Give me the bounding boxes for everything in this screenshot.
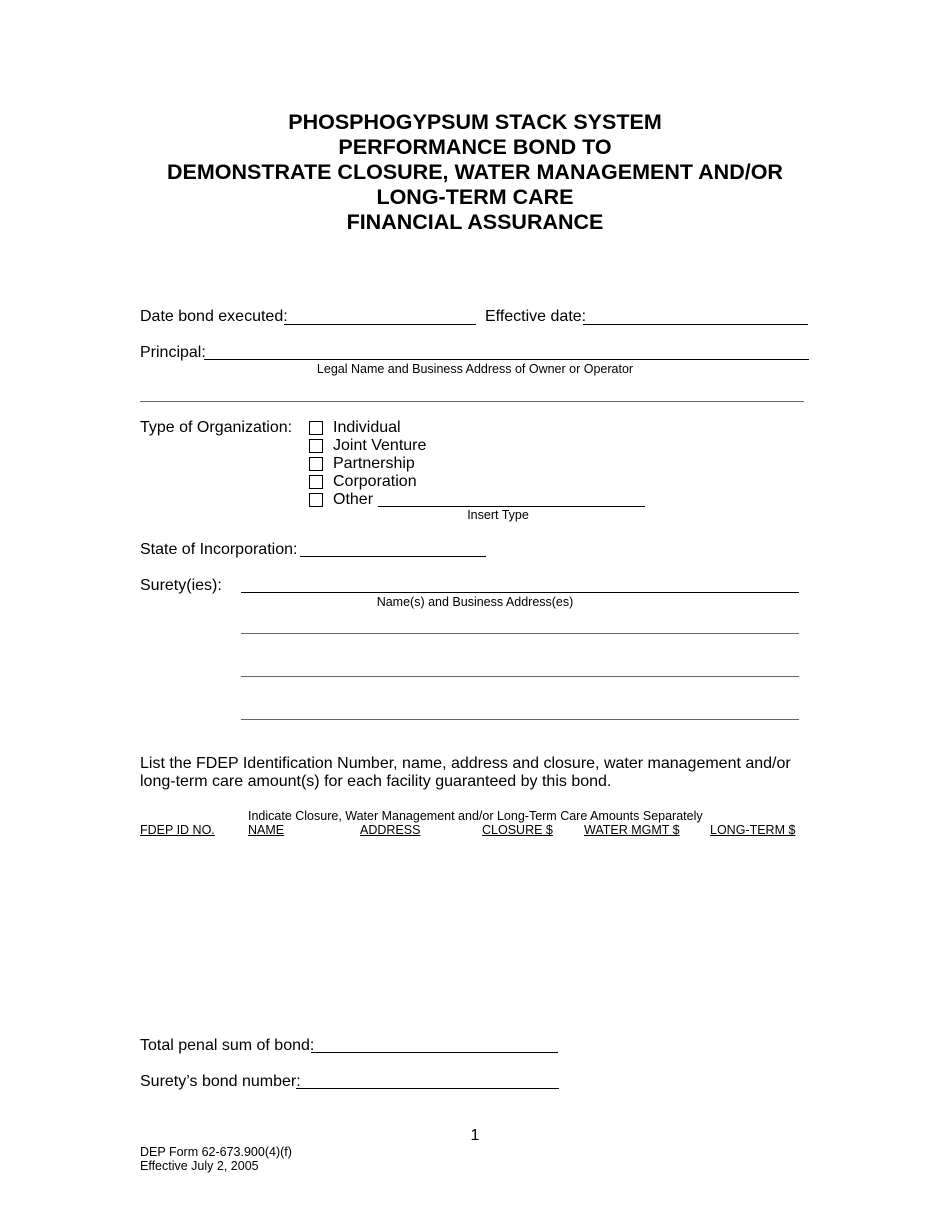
column-fdep-id: FDEP ID NO. [140,823,215,837]
column-name: NAME [248,823,285,837]
form-title [0,110,950,235]
checkbox-corporation[interactable] [309,475,323,489]
column-long-term: LONG-TERM $ [710,823,796,837]
total-penal-sum-field[interactable] [311,1052,558,1053]
form-id: DEP Form 62-673.900(4)(f) [140,1145,292,1159]
effective-date-field[interactable] [583,324,808,325]
date-bond-executed-field[interactable] [284,324,476,325]
principal-field[interactable] [204,359,809,360]
checkbox-joint-venture[interactable] [309,439,323,453]
option-partnership-label: Partnership [333,455,415,472]
sureties-label: Surety(ies): [140,577,222,594]
facility-entry-area[interactable] [140,845,810,1025]
column-closure: CLOSURE $ [482,823,553,837]
title-line-4: LONG-TERM CARE [376,185,574,209]
principal-caption: Legal Name and Business Address of Owner or Operator [316,362,634,376]
effective-date-label: Effective date: [485,308,587,325]
title-line-2: PERFORMANCE BOND TO [338,135,612,159]
sureties-field-line-4[interactable] [241,719,799,720]
sureties-field-line-3[interactable] [241,676,799,677]
sureties-field-line-1[interactable] [241,592,799,593]
principal-field-line-2[interactable] [140,401,804,402]
other-type-field[interactable] [378,506,645,507]
checkbox-other[interactable] [309,493,323,507]
column-address: ADDRESS [360,823,421,837]
page-number: 1 [470,1127,480,1144]
total-penal-sum-label: Total penal sum of bond: [140,1037,315,1054]
state-of-incorporation-field[interactable] [300,556,486,557]
title-line-3: DEMONSTRATE CLOSURE, WATER MANAGEMENT AND/OR [167,160,783,184]
title-line-1: PHOSPHOGYPSUM STACK SYSTEM [288,110,662,134]
option-corporation-label: Corporation [333,473,417,490]
column-water-mgmt: WATER MGMT $ [584,823,680,837]
option-other-label: Other [333,491,374,508]
form-effective-date: Effective July 2, 2005 [140,1159,259,1173]
insert-type-caption: Insert Type [467,508,529,522]
option-individual-label: Individual [333,419,401,436]
surety-bond-number-field[interactable] [296,1088,559,1089]
facility-instructions-line-1: List the FDEP Identification Number, name, address and closure, water management and/or [140,755,791,772]
checkbox-partnership[interactable] [309,457,323,471]
type-of-organization-label: Type of Organization: [140,419,293,436]
option-joint-venture-label: Joint Venture [333,437,427,454]
checkbox-individual[interactable] [309,421,323,435]
principal-label: Principal: [140,344,206,361]
sureties-field-line-2[interactable] [241,633,799,634]
title-line-5: FINANCIAL ASSURANCE [346,210,604,234]
amounts-note: Indicate Closure, Water Management and/or Long-Term Care Amounts Separately [248,809,703,823]
facility-instructions-line-2: long-term care amount(s) for each facility guaranteed by this bond. [140,773,612,790]
sureties-caption: Name(s) and Business Address(es) [376,595,574,609]
date-bond-executed-label: Date bond executed: [140,308,288,325]
state-of-incorporation-label: State of Incorporation: [140,541,298,558]
surety-bond-number-label: Surety’s bond number: [140,1073,301,1090]
